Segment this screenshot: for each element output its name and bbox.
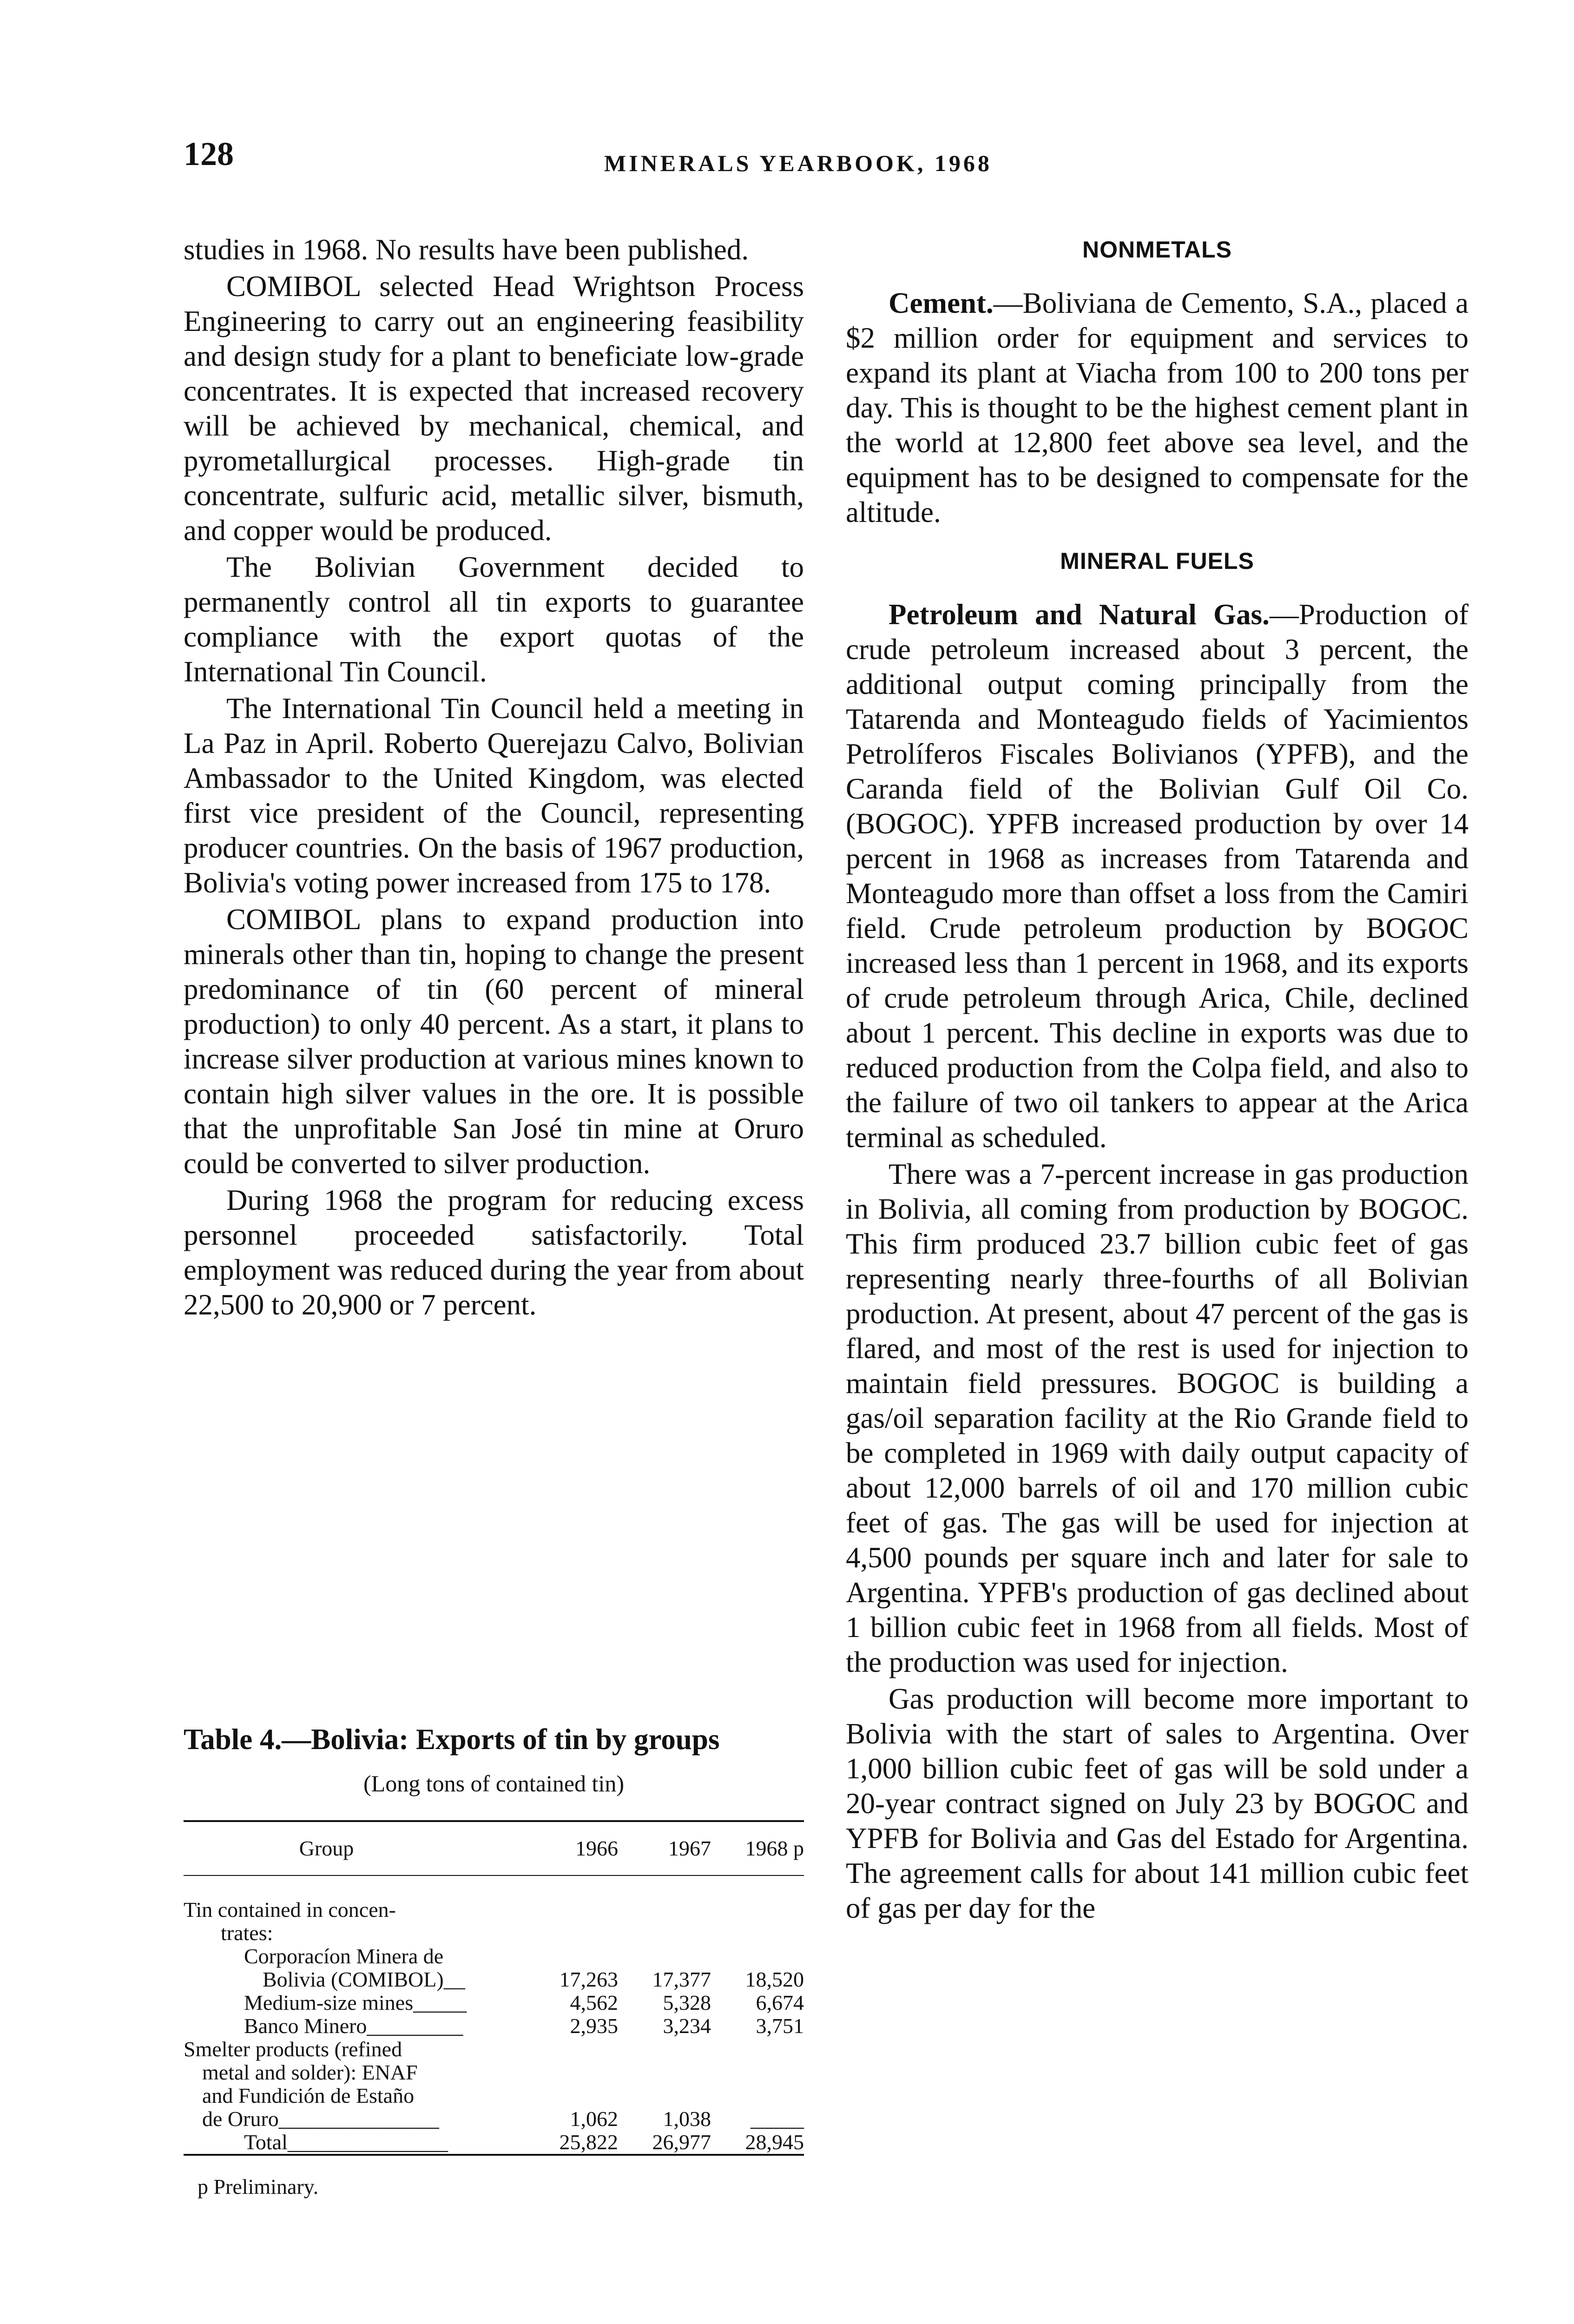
table-row <box>184 1991 804 2014</box>
table-row <box>184 1945 804 1968</box>
column-header-1966: 1966 <box>575 1836 618 1860</box>
cell-1968: 6,674 <box>756 1991 804 2014</box>
section-heading-mineral-fuels: MINERAL FUELS <box>1060 548 1254 574</box>
cell-1966: 1,062 <box>570 2107 618 2131</box>
table-row <box>184 2061 804 2084</box>
paragraph: The International Tin Council held a meeting in La Paz in April. Roberto Querejazu Calvo, Bolivian Ambassador to the United Kingdom, was elected first vice president of the Council, representing producer countries. On the basis of 1967 production, Bolivia's voting power increased from 175 to 178. <box>184 692 804 899</box>
table-bottom-rule <box>184 2154 804 2156</box>
cell-1966: 17,263 <box>559 1967 618 1991</box>
section-heading-nonmetals: NONMETALS <box>1082 237 1232 263</box>
running-head: MINERALS YEARBOOK, 1968 <box>604 150 992 176</box>
row-label: Total_______________ <box>244 2130 448 2154</box>
cell-1967: 5,328 <box>663 1991 711 2014</box>
cell-1968: 18,520 <box>745 1967 804 1991</box>
paragraph-text: —Production of crude petroleum increased about 3 percent, the additional output coming principally from the Tatarenda and Monteagudo fields of Yacimientos Petrolíferos Fiscales Bolivianos (YPFB), and the Caranda field of the Bolivian Gulf Oil Co. (BOGOC). YPFB increased production by over 14 percent in 1968 as increases from Tatarenda and Monteagudo more than offset a loss from the Camiri field. Crude petroleum production by BOGOC increased less than 1 percent in 1968, and its exports of crude petroleum through Arica, Chile, declined about 1 percent. This decline in exports was due to reduced production from the Colpa field, and also to the failure of two oil tankers to appear at the Arica terminal as scheduled. <box>846 598 1469 1154</box>
table-row <box>184 1898 804 1921</box>
cell-1967: 3,234 <box>663 2014 711 2038</box>
table-header-row <box>184 1822 804 1875</box>
tin-exports-table <box>184 1822 804 2154</box>
tin-exports-table-block <box>184 1722 804 2199</box>
cell-1967: 17,377 <box>652 1967 711 1991</box>
paragraph: The Bolivian Government decided to permanently control all tin exports to guarantee compliance with the export quotas of the International Tin Council. <box>184 551 804 688</box>
run-in-heading: Petroleum and Natural Gas. <box>889 598 1270 631</box>
cell-1967: 26,977 <box>652 2130 711 2154</box>
column-header-1967: 1967 <box>668 1836 711 1860</box>
table-row <box>184 2038 804 2061</box>
row-label: Medium-size mines_____ <box>244 1991 467 2014</box>
paragraph: During 1968 the program for reducing excess personnel proceeded satisfactorily. Total employment was reduced during the year from about 22,500 to 20,900 or 7 percent. <box>184 1184 804 1321</box>
cell-1967: 1,038 <box>663 2107 711 2131</box>
column-header-group: Group <box>299 1836 354 1860</box>
paragraph: COMIBOL plans to expand production into minerals other than tin, hoping to change the present predominance of tin (60 percent of mineral production) to only 40 percent. As a start, it plans to increase silver production at various mines known to contain high silver values in the ore. It is possible that the unprofitable San José tin mine at Oruro could be converted to silver production. <box>184 903 804 1180</box>
paragraph: Gas production will become more important to Bolivia with the start of sales to Argentina. Over 1,000 billion cubic feet of gas will be sold under a 20-year contract signed on July 23 by BOGOC and YPFB for Bolivia and Gas del Estado for Argentina. The agreement calls for about 141 million cubic feet of gas per day for the <box>846 1683 1469 1924</box>
paragraph: There was a 7-percent increase in gas production in Bolivia, all coming from production by BOGOC. This firm produced 23.7 billion cubic feet of gas representing nearly three-fourths of all Bolivian production. At present, about 47 percent of the gas is flared, and most of the rest is used for injection to maintain field pressures. BOGOC is building a gas/oil separation facility at the Rio Grande field to be completed in 1969 with daily output capacity of about 12,000 barrels of oil and 170 million cubic feet of gas. The gas will be used for injection at 4,500 pounds per square inch and later for sale to Argentina. YPFB's production of gas declined about 1 billion cubic feet in 1968 from all fields. Most of the production was used for injection. <box>846 1158 1469 1678</box>
table-footnote: p Preliminary. <box>198 2175 319 2199</box>
paragraph: COMIBOL selected Head Wrightson Process Engineering to carry out an engineering feasibility and design study for a plant to beneficiate low-grade concentrates. It is expected that increased recovery will be achieved by mechanical, chemical, and pyrometallurgical processes. High-grade tin concentrate, sulfuric acid, metallic silver, bismuth, and copper would be produced. <box>184 270 804 547</box>
page-number: 128 <box>184 135 234 172</box>
table-row <box>184 2107 804 2131</box>
cell-1968: 3,751 <box>756 2014 804 2038</box>
paragraph: studies in 1968. No results have been published. <box>184 233 749 266</box>
row-label: trates: <box>221 1921 273 1945</box>
paragraph-text: —Boliviana de Cemento, S.A., placed a $2 million order for equipment and services to expand its plant at Viacha from 100 to 200 tons per day. This is thought to be the highest cement plant in the world at 12,800 feet above sea level, and the equipment has to be designed to compensate for the altitude. <box>846 287 1469 528</box>
cell-1966: 2,935 <box>570 2014 618 2038</box>
table-row <box>184 1968 804 1991</box>
table-row <box>184 1921 804 1945</box>
row-label: Tin contained in concen- <box>184 1898 396 1921</box>
run-in-heading: Cement. <box>889 287 994 319</box>
cell-1966: 25,822 <box>559 2130 618 2154</box>
row-label: Banco Minero_________ <box>244 2014 463 2038</box>
row-label: metal and solder): ENAF <box>202 2060 418 2084</box>
row-label: Bolivia (COMIBOL)__ <box>263 1967 465 1991</box>
table-subtitle: (Long tons of contained tin) <box>363 1770 624 1796</box>
row-label: Corporacíon Minera de <box>244 1944 444 1968</box>
cell-1968: _____ <box>751 2107 804 2131</box>
column-header-1968: 1968 p <box>745 1836 804 1860</box>
paragraph-cement <box>846 286 1469 530</box>
row-label: Smelter products (refined <box>184 2037 402 2061</box>
paragraph-petroleum <box>846 597 1469 1155</box>
left-column <box>184 232 804 1324</box>
row-label: de Oruro_______________ <box>202 2107 439 2131</box>
table-row <box>184 2084 804 2107</box>
table-total-row <box>184 2131 804 2154</box>
table-row <box>184 2014 804 2038</box>
row-label: and Fundición de Estaño <box>202 2084 415 2107</box>
cell-1966: 4,562 <box>570 1991 618 2014</box>
right-column <box>846 232 1469 1928</box>
cell-1968: 28,945 <box>745 2130 804 2154</box>
table-title: Table 4.—Bolivia: Exports of tin by groups <box>184 1723 720 1756</box>
